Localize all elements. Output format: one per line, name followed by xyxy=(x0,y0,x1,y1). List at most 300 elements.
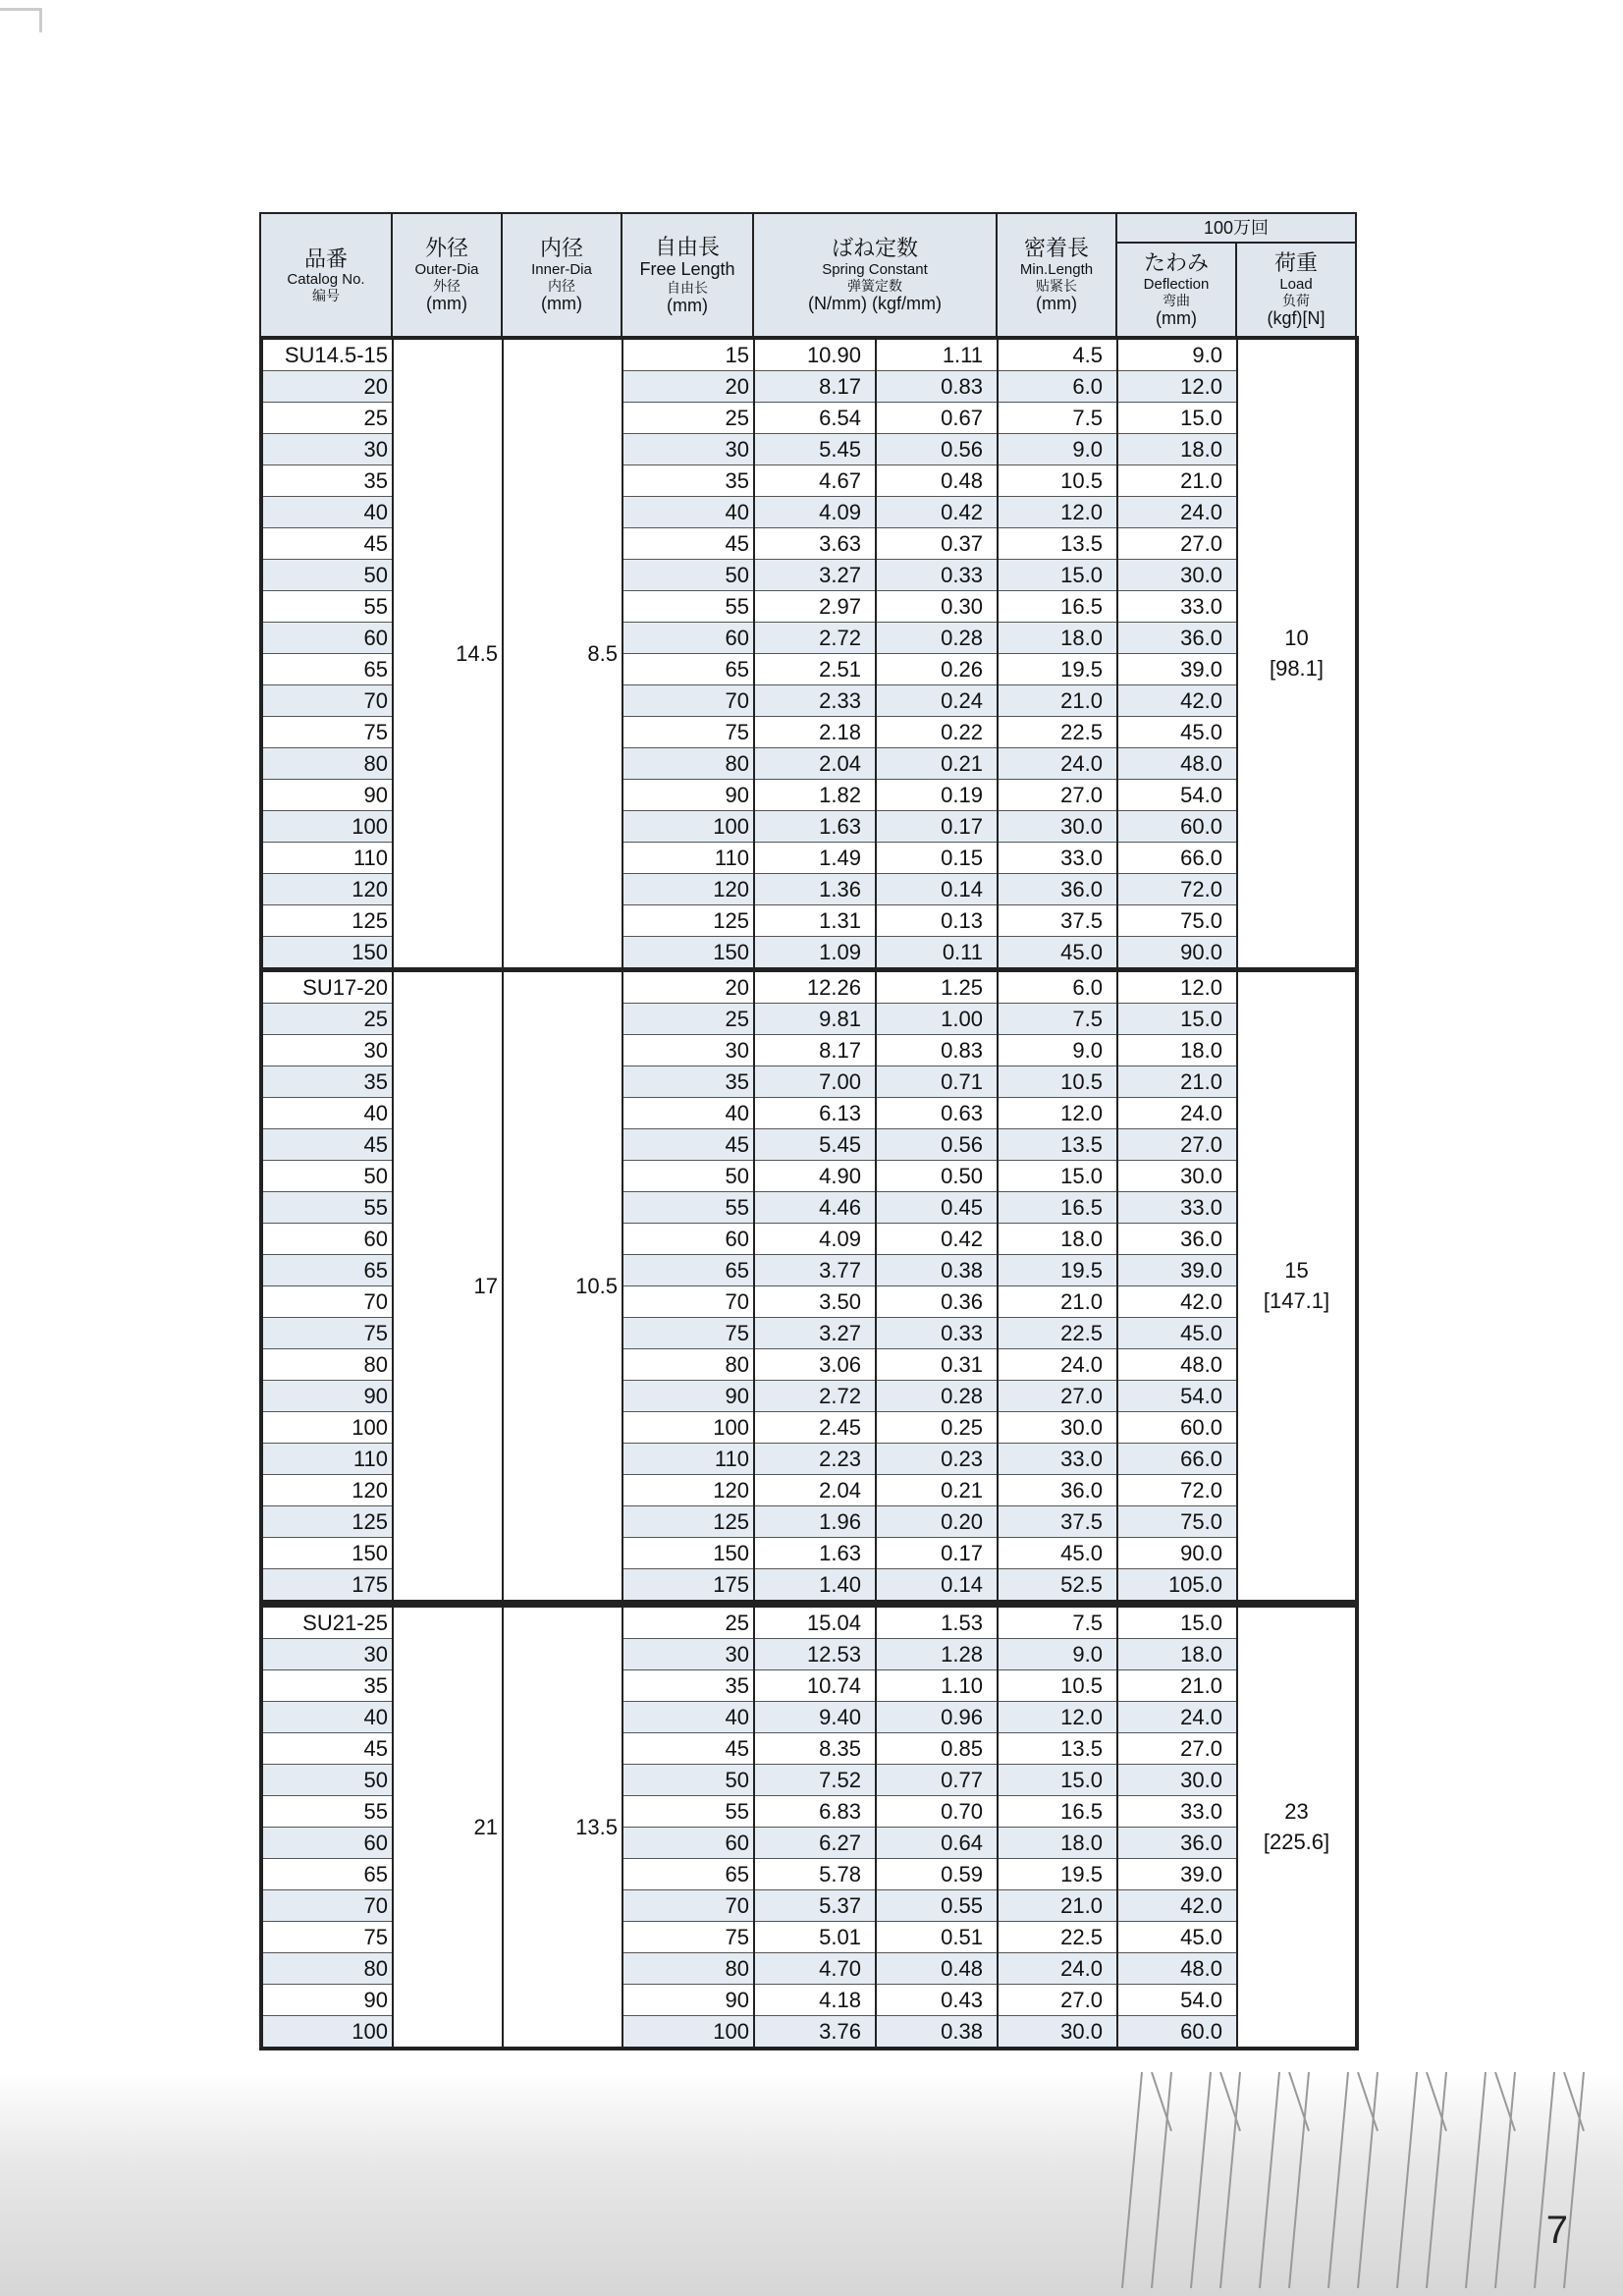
spring-kgf-cell: 0.59 xyxy=(876,1859,998,1890)
spring-kgf-cell: 0.42 xyxy=(876,1224,998,1255)
deflection-cell: 66.0 xyxy=(1117,843,1237,874)
catalog-cell: SU14.5-15 xyxy=(261,338,393,371)
spec-block-su14-5 xyxy=(259,336,1355,971)
free-length-cell: 175 xyxy=(622,1569,754,1603)
catalog-cell: 35 xyxy=(261,1066,393,1098)
spring-kgf-cell: 0.20 xyxy=(876,1506,998,1538)
spring-kgf-cell: 0.23 xyxy=(876,1444,998,1475)
catalog-cell: 90 xyxy=(261,1381,393,1412)
spring-kgf-cell: 0.38 xyxy=(876,1255,998,1286)
catalog-cell: 40 xyxy=(261,497,393,528)
deflection-cell: 24.0 xyxy=(1117,1702,1237,1733)
spring-kgf-cell: 0.17 xyxy=(876,1538,998,1569)
deflection-cell: 72.0 xyxy=(1117,1475,1237,1506)
spring-n-cell: 4.09 xyxy=(754,497,876,528)
min-length-cell: 24.0 xyxy=(998,1349,1117,1381)
min-length-cell: 37.5 xyxy=(998,905,1117,937)
spring-kgf-cell: 0.21 xyxy=(876,748,998,780)
load-kgf: 15 xyxy=(1284,1257,1309,1283)
table-row xyxy=(261,338,1357,371)
header-free-length: 自由長 Free Length 自由长 (mm) xyxy=(622,213,753,337)
catalog-cell: 100 xyxy=(261,2016,393,2050)
min-length-cell: 19.5 xyxy=(998,1859,1117,1890)
table-row xyxy=(261,1606,1357,1639)
deflection-cell: 21.0 xyxy=(1117,1066,1237,1098)
spring-kgf-cell: 0.96 xyxy=(876,1702,998,1733)
min-length-cell: 36.0 xyxy=(998,874,1117,905)
min-length-cell: 12.0 xyxy=(998,1098,1117,1129)
min-length-cell: 45.0 xyxy=(998,1538,1117,1569)
spring-kgf-cell: 1.28 xyxy=(876,1639,998,1670)
spring-n-cell: 3.76 xyxy=(754,2016,876,2050)
free-length-cell: 35 xyxy=(622,1066,754,1098)
free-length-cell: 55 xyxy=(622,591,754,623)
spring-kgf-cell: 0.33 xyxy=(876,1318,998,1349)
outer-dia-cell: 14.5 xyxy=(393,338,503,969)
page-number: 7 xyxy=(1545,2209,1568,2252)
min-length-cell: 12.0 xyxy=(998,497,1117,528)
spring-n-cell: 8.35 xyxy=(754,1733,876,1765)
catalog-cell: 175 xyxy=(261,1569,393,1603)
spring-n-cell: 12.53 xyxy=(754,1639,876,1670)
spring-n-cell: 1.31 xyxy=(754,905,876,937)
catalog-cell: 80 xyxy=(261,1953,393,1985)
deflection-cell: 12.0 xyxy=(1117,970,1237,1004)
deflection-cell: 60.0 xyxy=(1117,1412,1237,1444)
spring-n-cell: 3.27 xyxy=(754,560,876,591)
deflection-cell: 36.0 xyxy=(1117,1828,1237,1859)
free-length-cell: 30 xyxy=(622,1035,754,1066)
spring-kgf-cell: 0.56 xyxy=(876,434,998,465)
catalog-cell: 65 xyxy=(261,654,393,685)
spring-n-cell: 4.90 xyxy=(754,1161,876,1192)
spring-n-cell: 1.09 xyxy=(754,937,876,970)
outer-dia-cell: 21 xyxy=(393,1606,503,2049)
free-length-cell: 50 xyxy=(622,1161,754,1192)
spring-kgf-cell: 1.53 xyxy=(876,1606,998,1639)
spring-n-cell: 2.04 xyxy=(754,748,876,780)
deflection-cell: 90.0 xyxy=(1117,937,1237,970)
deflection-cell: 36.0 xyxy=(1117,623,1237,654)
crop-mark xyxy=(0,8,42,32)
deflection-cell: 90.0 xyxy=(1117,1538,1237,1569)
min-length-cell: 22.5 xyxy=(998,1318,1117,1349)
spring-kgf-cell: 0.42 xyxy=(876,497,998,528)
min-length-cell: 21.0 xyxy=(998,1286,1117,1318)
catalog-cell: 55 xyxy=(261,591,393,623)
min-length-cell: 22.5 xyxy=(998,1922,1117,1953)
spring-kgf-cell: 0.30 xyxy=(876,591,998,623)
free-length-cell: 30 xyxy=(622,434,754,465)
catalog-cell: SU21-25 xyxy=(261,1606,393,1639)
min-length-cell: 22.5 xyxy=(998,717,1117,748)
free-length-cell: 120 xyxy=(622,1475,754,1506)
catalog-cell: 45 xyxy=(261,1129,393,1161)
spring-kgf-cell: 0.22 xyxy=(876,717,998,748)
free-length-cell: 40 xyxy=(622,1098,754,1129)
free-length-cell: 100 xyxy=(622,811,754,843)
free-length-cell: 80 xyxy=(622,1953,754,1985)
deflection-cell: 36.0 xyxy=(1117,1224,1237,1255)
catalog-cell: SU17-20 xyxy=(261,970,393,1004)
catalog-cell: 65 xyxy=(261,1859,393,1890)
spring-n-cell: 2.45 xyxy=(754,1412,876,1444)
spring-kgf-cell: 0.31 xyxy=(876,1349,998,1381)
catalog-cell: 75 xyxy=(261,1922,393,1953)
spring-n-cell: 7.52 xyxy=(754,1765,876,1796)
spring-n-cell: 8.17 xyxy=(754,371,876,403)
catalog-cell: 150 xyxy=(261,1538,393,1569)
spring-kgf-cell: 0.21 xyxy=(876,1475,998,1506)
spring-n-cell: 1.36 xyxy=(754,874,876,905)
spring-n-cell: 2.23 xyxy=(754,1444,876,1475)
deflection-cell: 54.0 xyxy=(1117,780,1237,811)
spring-kgf-cell: 1.10 xyxy=(876,1670,998,1702)
deflection-cell: 30.0 xyxy=(1117,560,1237,591)
spring-kgf-cell: 0.83 xyxy=(876,1035,998,1066)
free-length-cell: 75 xyxy=(622,1318,754,1349)
deflection-cell: 72.0 xyxy=(1117,874,1237,905)
header-outer-dia: 外径 Outer-Dia 外径 (mm) xyxy=(392,213,502,337)
deflection-cell: 75.0 xyxy=(1117,1506,1237,1538)
spring-kgf-cell: 1.11 xyxy=(876,338,998,371)
load-cell xyxy=(1237,970,1357,1602)
spring-n-cell: 15.04 xyxy=(754,1606,876,1639)
free-length-cell: 45 xyxy=(622,1733,754,1765)
catalog-cell: 60 xyxy=(261,1828,393,1859)
spring-n-cell: 1.96 xyxy=(754,1506,876,1538)
spring-kgf-cell: 0.48 xyxy=(876,465,998,497)
free-length-cell: 25 xyxy=(622,1606,754,1639)
free-length-cell: 80 xyxy=(622,1349,754,1381)
deflection-cell: 105.0 xyxy=(1117,1569,1237,1603)
catalog-cell: 60 xyxy=(261,623,393,654)
catalog-cell: 125 xyxy=(261,905,393,937)
spring-n-cell: 2.18 xyxy=(754,717,876,748)
deflection-cell: 48.0 xyxy=(1117,1953,1237,1985)
deflection-cell: 18.0 xyxy=(1117,1035,1237,1066)
spring-n-cell: 6.27 xyxy=(754,1828,876,1859)
spring-n-cell: 6.13 xyxy=(754,1098,876,1129)
inner-dia-cell: 10.5 xyxy=(503,970,622,1602)
spring-kgf-cell: 0.33 xyxy=(876,560,998,591)
catalog-cell: 30 xyxy=(261,1639,393,1670)
spring-n-cell: 9.81 xyxy=(754,1004,876,1035)
free-length-cell: 100 xyxy=(622,1412,754,1444)
load-cell xyxy=(1237,338,1357,969)
free-length-cell: 55 xyxy=(622,1192,754,1224)
load-kgf: 23 xyxy=(1284,1798,1309,1824)
catalog-cell: 80 xyxy=(261,748,393,780)
deflection-cell: 66.0 xyxy=(1117,1444,1237,1475)
catalog-cell: 55 xyxy=(261,1192,393,1224)
header-deflection: たわみ Deflection 弯曲 (mm) xyxy=(1116,243,1236,337)
catalog-cell: 100 xyxy=(261,1412,393,1444)
free-length-cell: 100 xyxy=(622,2016,754,2050)
catalog-cell: 75 xyxy=(261,717,393,748)
min-length-cell: 21.0 xyxy=(998,685,1117,717)
free-length-cell: 60 xyxy=(622,1224,754,1255)
min-length-cell: 10.5 xyxy=(998,465,1117,497)
free-length-cell: 90 xyxy=(622,1985,754,2016)
deflection-cell: 15.0 xyxy=(1117,1004,1237,1035)
min-length-cell: 9.0 xyxy=(998,1035,1117,1066)
deflection-cell: 45.0 xyxy=(1117,1922,1237,1953)
catalog-cell: 125 xyxy=(261,1506,393,1538)
catalog-cell: 90 xyxy=(261,1985,393,2016)
spring-n-cell: 4.70 xyxy=(754,1953,876,1985)
spring-kgf-cell: 1.25 xyxy=(876,970,998,1004)
spring-n-cell: 4.67 xyxy=(754,465,876,497)
spring-n-cell: 5.45 xyxy=(754,434,876,465)
spring-n-cell: 2.72 xyxy=(754,623,876,654)
deflection-cell: 60.0 xyxy=(1117,811,1237,843)
spring-n-cell: 4.09 xyxy=(754,1224,876,1255)
deflection-cell: 27.0 xyxy=(1117,1733,1237,1765)
min-length-cell: 24.0 xyxy=(998,1953,1117,1985)
spring-n-cell: 1.63 xyxy=(754,1538,876,1569)
spring-n-cell: 4.46 xyxy=(754,1192,876,1224)
spring-n-cell: 2.72 xyxy=(754,1381,876,1412)
catalog-cell: 35 xyxy=(261,1670,393,1702)
min-length-cell: 13.5 xyxy=(998,1733,1117,1765)
deflection-cell: 15.0 xyxy=(1117,403,1237,434)
deflection-cell: 18.0 xyxy=(1117,1639,1237,1670)
min-length-cell: 19.5 xyxy=(998,654,1117,685)
free-length-cell: 110 xyxy=(622,843,754,874)
deflection-cell: 18.0 xyxy=(1117,434,1237,465)
deflection-cell: 42.0 xyxy=(1117,1890,1237,1922)
deflection-cell: 45.0 xyxy=(1117,717,1237,748)
catalog-cell: 70 xyxy=(261,685,393,717)
outer-dia-cell: 17 xyxy=(393,970,503,1602)
spring-kgf-cell: 0.15 xyxy=(876,843,998,874)
catalog-cell: 120 xyxy=(261,874,393,905)
min-length-cell: 19.5 xyxy=(998,1255,1117,1286)
spring-kgf-cell: 0.70 xyxy=(876,1796,998,1828)
catalog-cell: 40 xyxy=(261,1702,393,1733)
min-length-cell: 18.0 xyxy=(998,1224,1117,1255)
min-length-cell: 36.0 xyxy=(998,1475,1117,1506)
spring-n-cell: 7.00 xyxy=(754,1066,876,1098)
catalog-cell: 60 xyxy=(261,1224,393,1255)
min-length-cell: 21.0 xyxy=(998,1890,1117,1922)
catalog-cell: 75 xyxy=(261,1318,393,1349)
catalog-cell: 45 xyxy=(261,1733,393,1765)
inner-dia-cell: 13.5 xyxy=(503,1606,622,2049)
spring-n-cell: 2.33 xyxy=(754,685,876,717)
spring-n-cell: 8.17 xyxy=(754,1035,876,1066)
free-length-cell: 70 xyxy=(622,685,754,717)
spring-n-cell: 2.97 xyxy=(754,591,876,623)
free-length-cell: 35 xyxy=(622,465,754,497)
min-length-cell: 18.0 xyxy=(998,1828,1117,1859)
min-length-cell: 52.5 xyxy=(998,1569,1117,1603)
load-newton: [147.1] xyxy=(1263,1287,1330,1313)
free-length-cell: 65 xyxy=(622,1859,754,1890)
min-length-cell: 15.0 xyxy=(998,560,1117,591)
free-length-cell: 20 xyxy=(622,371,754,403)
min-length-cell: 15.0 xyxy=(998,1765,1117,1796)
header-spring-constant: ばね定数 Spring Constant 弹簧定数 (N/mm) (kgf/mm) xyxy=(753,213,997,337)
min-length-cell: 24.0 xyxy=(998,748,1117,780)
spring-n-cell: 5.78 xyxy=(754,1859,876,1890)
spring-kgf-cell: 0.48 xyxy=(876,1953,998,1985)
spring-kgf-cell: 0.77 xyxy=(876,1765,998,1796)
spring-kgf-cell: 0.14 xyxy=(876,874,998,905)
free-length-cell: 45 xyxy=(622,528,754,560)
deflection-cell: 9.0 xyxy=(1117,338,1237,371)
deflection-cell: 60.0 xyxy=(1117,2016,1237,2050)
spec-block-su17 xyxy=(259,968,1355,1604)
free-length-cell: 25 xyxy=(622,403,754,434)
min-length-cell: 16.5 xyxy=(998,1192,1117,1224)
catalog-cell: 30 xyxy=(261,434,393,465)
load-newton: [98.1] xyxy=(1269,655,1325,681)
catalog-cell: 45 xyxy=(261,528,393,560)
spring-n-cell: 5.01 xyxy=(754,1922,876,1953)
deflection-cell: 30.0 xyxy=(1117,1161,1237,1192)
min-length-cell: 27.0 xyxy=(998,780,1117,811)
free-length-cell: 65 xyxy=(622,654,754,685)
spring-n-cell: 12.26 xyxy=(754,970,876,1004)
free-length-cell: 150 xyxy=(622,937,754,970)
min-length-cell: 7.5 xyxy=(998,1606,1117,1639)
catalog-cell: 150 xyxy=(261,937,393,970)
deflection-cell: 24.0 xyxy=(1117,1098,1237,1129)
spring-n-cell: 3.63 xyxy=(754,528,876,560)
header-catalog: 品番 Catalog No. 编号 xyxy=(260,213,392,337)
spring-kgf-cell: 1.00 xyxy=(876,1004,998,1035)
catalog-cell: 90 xyxy=(261,780,393,811)
free-length-cell: 45 xyxy=(622,1129,754,1161)
catalog-cell: 110 xyxy=(261,1444,393,1475)
load-cell xyxy=(1237,1606,1357,2049)
header-load: 荷重 Load 负荷 (kgf)[N] xyxy=(1236,243,1356,337)
spring-n-cell: 1.82 xyxy=(754,780,876,811)
deflection-cell: 27.0 xyxy=(1117,528,1237,560)
spring-kgf-cell: 0.85 xyxy=(876,1733,998,1765)
min-length-cell: 27.0 xyxy=(998,1381,1117,1412)
free-length-cell: 75 xyxy=(622,717,754,748)
spec-table-header xyxy=(259,212,1355,338)
catalog-cell: 35 xyxy=(261,465,393,497)
min-length-cell: 7.5 xyxy=(998,403,1117,434)
catalog-cell: 50 xyxy=(261,1765,393,1796)
spring-kgf-cell: 0.17 xyxy=(876,811,998,843)
spring-n-cell: 5.45 xyxy=(754,1129,876,1161)
catalog-cell: 20 xyxy=(261,371,393,403)
deflection-cell: 21.0 xyxy=(1117,1670,1237,1702)
inner-dia-cell: 8.5 xyxy=(503,338,622,969)
spring-n-cell: 1.49 xyxy=(754,843,876,874)
deflection-cell: 42.0 xyxy=(1117,1286,1237,1318)
min-length-cell: 9.0 xyxy=(998,1639,1117,1670)
spring-kgf-cell: 0.36 xyxy=(876,1286,998,1318)
min-length-cell: 10.5 xyxy=(998,1066,1117,1098)
spring-n-cell: 3.77 xyxy=(754,1255,876,1286)
free-length-cell: 125 xyxy=(622,905,754,937)
deflection-cell: 48.0 xyxy=(1117,748,1237,780)
min-length-cell: 27.0 xyxy=(998,1985,1117,2016)
free-length-cell: 60 xyxy=(622,1828,754,1859)
free-length-cell: 15 xyxy=(622,338,754,371)
free-length-cell: 90 xyxy=(622,1381,754,1412)
spring-kgf-cell: 0.43 xyxy=(876,1985,998,2016)
spring-n-cell: 2.04 xyxy=(754,1475,876,1506)
spring-n-cell: 3.50 xyxy=(754,1286,876,1318)
spring-kgf-cell: 0.51 xyxy=(876,1922,998,1953)
spring-kgf-cell: 0.19 xyxy=(876,780,998,811)
free-length-cell: 125 xyxy=(622,1506,754,1538)
deflection-cell: 39.0 xyxy=(1117,1859,1237,1890)
spring-kgf-cell: 0.37 xyxy=(876,528,998,560)
spring-kgf-cell: 0.63 xyxy=(876,1098,998,1129)
spring-kgf-cell: 0.55 xyxy=(876,1890,998,1922)
header-min-length: 密着長 Min.Length 贴紧长 (mm) xyxy=(997,213,1116,337)
free-length-cell: 35 xyxy=(622,1670,754,1702)
catalog-cell: 70 xyxy=(261,1890,393,1922)
free-length-cell: 30 xyxy=(622,1639,754,1670)
free-length-cell: 50 xyxy=(622,560,754,591)
free-length-cell: 120 xyxy=(622,874,754,905)
spring-kgf-cell: 0.11 xyxy=(876,937,998,970)
catalog-cell: 40 xyxy=(261,1098,393,1129)
deflection-cell: 24.0 xyxy=(1117,497,1237,528)
min-length-cell: 12.0 xyxy=(998,1702,1117,1733)
spring-n-cell: 6.54 xyxy=(754,403,876,434)
min-length-cell: 16.5 xyxy=(998,1796,1117,1828)
min-length-cell: 33.0 xyxy=(998,843,1117,874)
min-length-cell: 33.0 xyxy=(998,1444,1117,1475)
spring-kgf-cell: 0.45 xyxy=(876,1192,998,1224)
min-length-cell: 18.0 xyxy=(998,623,1117,654)
min-length-cell: 6.0 xyxy=(998,371,1117,403)
deflection-cell: 54.0 xyxy=(1117,1985,1237,2016)
free-length-cell: 110 xyxy=(622,1444,754,1475)
spring-n-cell: 2.51 xyxy=(754,654,876,685)
spring-kgf-cell: 0.50 xyxy=(876,1161,998,1192)
min-length-cell: 16.5 xyxy=(998,591,1117,623)
deflection-cell: 54.0 xyxy=(1117,1381,1237,1412)
spring-n-cell: 1.63 xyxy=(754,811,876,843)
catalog-cell: 120 xyxy=(261,1475,393,1506)
spring-illustration xyxy=(1112,2072,1623,2296)
spring-n-cell: 10.74 xyxy=(754,1670,876,1702)
min-length-cell: 30.0 xyxy=(998,1412,1117,1444)
catalog-cell: 80 xyxy=(261,1349,393,1381)
spring-kgf-cell: 0.25 xyxy=(876,1412,998,1444)
free-length-cell: 40 xyxy=(622,497,754,528)
catalog-cell: 110 xyxy=(261,843,393,874)
catalog-cell: 50 xyxy=(261,1161,393,1192)
min-length-cell: 4.5 xyxy=(998,338,1117,371)
deflection-cell: 33.0 xyxy=(1117,1796,1237,1828)
catalog-cell: 25 xyxy=(261,403,393,434)
free-length-cell: 60 xyxy=(622,623,754,654)
deflection-cell: 30.0 xyxy=(1117,1765,1237,1796)
deflection-cell: 27.0 xyxy=(1117,1129,1237,1161)
min-length-cell: 13.5 xyxy=(998,528,1117,560)
spring-kgf-cell: 0.38 xyxy=(876,2016,998,2050)
min-length-cell: 9.0 xyxy=(998,434,1117,465)
free-length-cell: 150 xyxy=(622,1538,754,1569)
spring-kgf-cell: 0.67 xyxy=(876,403,998,434)
deflection-cell: 12.0 xyxy=(1117,371,1237,403)
free-length-cell: 70 xyxy=(622,1890,754,1922)
free-length-cell: 20 xyxy=(622,970,754,1004)
deflection-cell: 39.0 xyxy=(1117,654,1237,685)
